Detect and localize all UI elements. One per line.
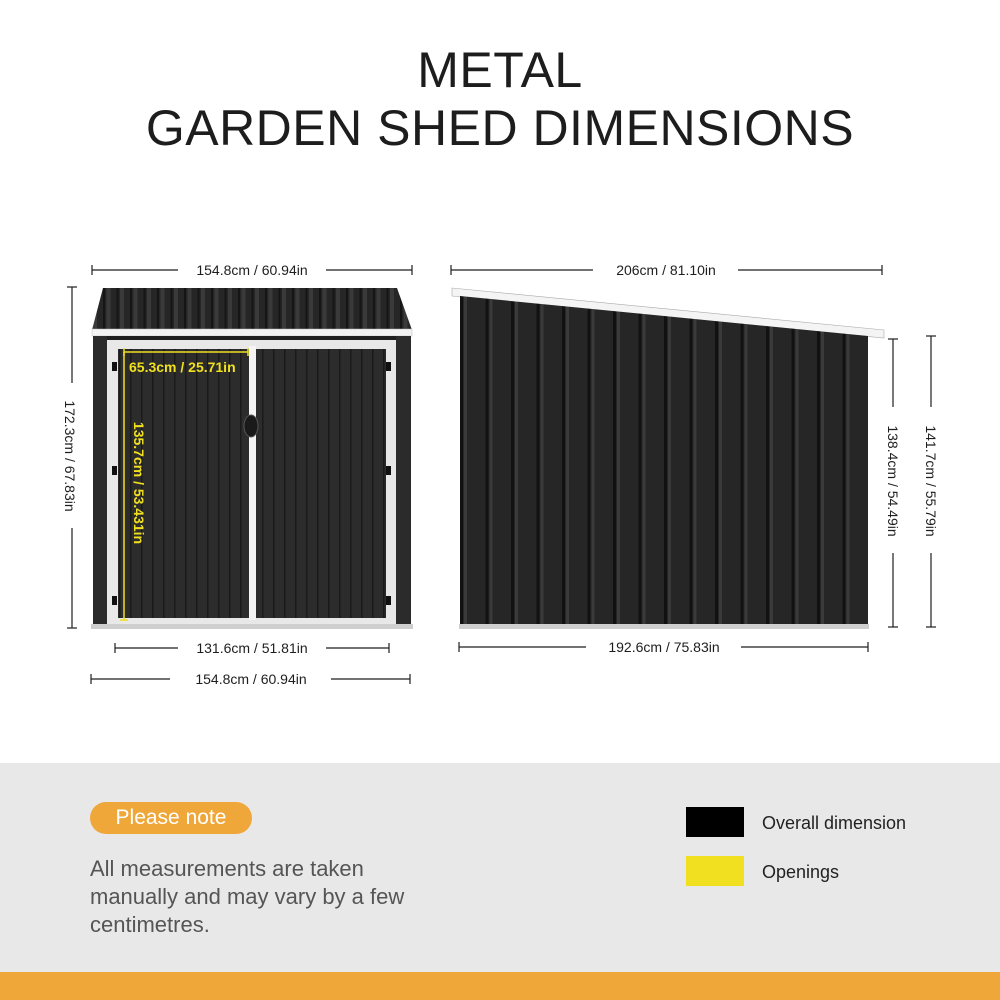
front-base-width-label: 154.8cm / 60.94in [195, 671, 307, 687]
door-width-label: 65.3cm / 25.71in [129, 359, 236, 375]
right-door [256, 349, 386, 618]
side-shed [452, 288, 884, 629]
legend-label-openings: Openings [762, 862, 840, 882]
side-base [459, 624, 869, 629]
front-base [91, 624, 413, 629]
title-line-2: GARDEN SHED DIMENSIONS [145, 100, 855, 156]
hinge [386, 596, 391, 605]
hinge [386, 466, 391, 475]
hinge [112, 596, 117, 605]
side-top-length-label: 206cm / 81.10in [616, 262, 716, 278]
hinge [112, 466, 117, 475]
note-text: All measurements are taken manually and may vary by a few centimetres. [90, 856, 405, 937]
door-opening-width-label: 131.6cm / 51.81in [196, 640, 308, 656]
hinge [386, 362, 391, 371]
legend-swatch-openings [686, 856, 744, 886]
title-line-1: METAL [417, 42, 583, 98]
side-wall-height-label: 138.4cm / 54.49in [885, 425, 901, 537]
front-wall-left [93, 336, 107, 627]
door-height-label: 135.7cm / 53.431in [131, 421, 147, 545]
door-handle [244, 415, 258, 437]
legend-swatch-overall [686, 807, 744, 837]
door-center-strip [249, 346, 256, 620]
front-height-label: 172.3cm / 67.83in [62, 400, 78, 512]
legend-label-overall: Overall dimension [762, 813, 907, 833]
front-roof-trim [92, 329, 412, 336]
bottom-accent-strip [0, 972, 1000, 1000]
side-total-height-label: 141.7cm / 55.79in [923, 425, 939, 537]
side-base-length-label: 192.6cm / 75.83in [608, 639, 720, 655]
hinge [112, 362, 117, 371]
front-wall-right [396, 336, 411, 627]
side-wall [460, 296, 868, 626]
front-roof [92, 288, 412, 330]
front-top-width-label: 154.8cm / 60.94in [196, 262, 308, 278]
please-note-badge: Please note [90, 802, 252, 834]
